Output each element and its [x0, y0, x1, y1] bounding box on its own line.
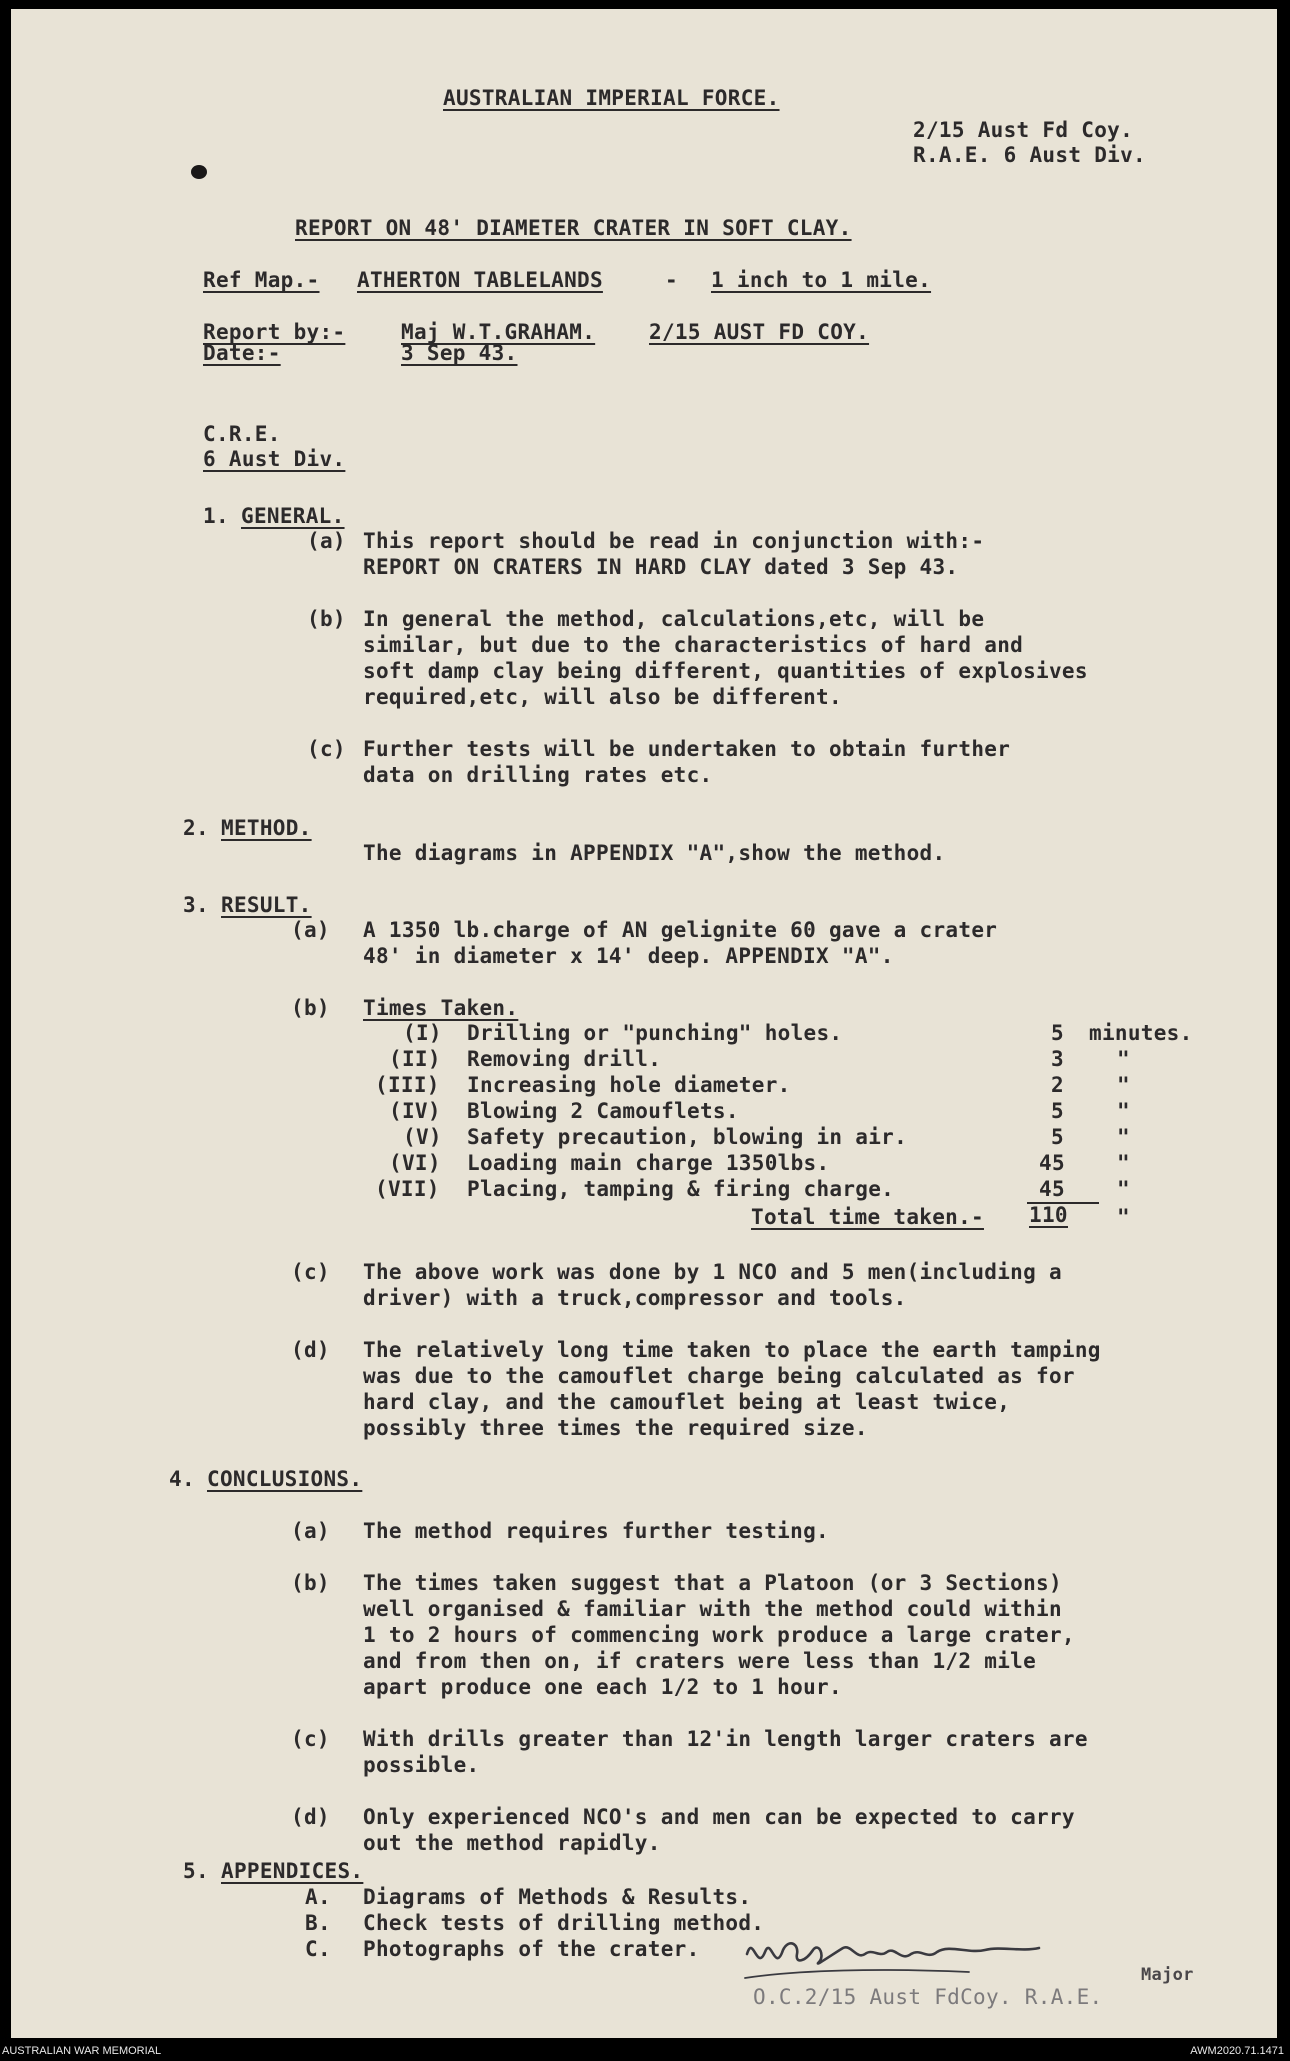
footer-accession-number: AWM2020.71.1471: [1190, 2045, 1284, 2057]
document-title: AUSTRALIAN IMPERIAL FORCE.: [443, 86, 780, 110]
signatory-rank: Major: [1141, 1965, 1194, 1985]
time-row-desc: Blowing 2 Camouflets.: [467, 1099, 739, 1123]
time-row-num: (III): [375, 1073, 440, 1097]
result-c-line-2: driver) with a truck,compressor and tools.: [363, 1286, 907, 1310]
result-a-line-1: A 1350 lb.charge of AN gelignite 60 gave a crater: [363, 918, 998, 942]
section-4-heading: CONCLUSIONS.: [207, 1467, 363, 1491]
total-value: 110: [1029, 1203, 1068, 1227]
general-b-line-4: required,etc, will also be different.: [363, 685, 842, 709]
report-by-label: Report by:-: [203, 320, 346, 344]
addressee-line-2: 6 Aust Div.: [203, 447, 346, 471]
result-c-label: (c): [291, 1260, 330, 1284]
conclusions-b-line-1: The times taken suggest that a Platoon (or 3 Sections): [363, 1571, 1062, 1595]
general-c-label: (c): [307, 737, 346, 761]
time-row-desc: Loading main charge 1350lbs.: [467, 1151, 830, 1175]
time-row-value: 2: [1051, 1073, 1064, 1097]
section-2-number: 2.: [183, 816, 209, 840]
conclusions-c-label: (c): [291, 1727, 330, 1751]
section-5-heading: APPENDICES.: [221, 1859, 364, 1883]
section-3-number: 3.: [183, 893, 209, 917]
time-row-num: (VII): [375, 1177, 440, 1201]
report-by-unit: 2/15 AUST FD COY.: [649, 320, 870, 344]
method-text: The diagrams in APPENDIX "A",show the method.: [363, 841, 946, 865]
time-row-desc: Removing drill.: [467, 1047, 662, 1071]
section-1-number: 1.: [203, 504, 229, 528]
conclusions-a-line-1: The method requires further testing.: [363, 1519, 829, 1543]
conclusions-b-line-4: and from then on, if craters were less than 1/2 mile: [363, 1649, 1037, 1673]
time-row-value: 5: [1051, 1125, 1064, 1149]
result-a-line-2: 48' in diameter x 14' deep. APPENDIX "A".: [363, 944, 894, 968]
result-d-line-4: possibly three times the required size.: [363, 1416, 868, 1440]
time-row-unit: ": [1117, 1151, 1130, 1175]
conclusions-b-line-3: 1 to 2 hours of commencing work produce a large crater,: [363, 1623, 1075, 1647]
general-b-line-1: In general the method, calculations,etc, will be: [363, 607, 985, 631]
section-5-number: 5.: [183, 1859, 209, 1883]
time-row-unit: ": [1117, 1099, 1130, 1123]
conclusions-c-line-1: With drills greater than 12'in length larger craters are: [363, 1727, 1088, 1751]
result-a-label: (a): [291, 918, 330, 942]
conclusions-b-label: (b): [291, 1571, 330, 1595]
general-a-line-2: REPORT ON CRATERS IN HARD CLAY dated 3 Sep 43.: [363, 555, 959, 579]
time-row-num: (IV): [389, 1099, 441, 1123]
time-row-unit: ": [1117, 1047, 1130, 1071]
time-row-unit: ": [1117, 1125, 1130, 1149]
appendix-text: Diagrams of Methods & Results.: [363, 1885, 752, 1909]
time-row-value: 45: [1039, 1177, 1065, 1201]
appendix-text: Photographs of the crater.: [363, 1937, 700, 1961]
general-a-line-1: This report should be read in conjunction with:-: [363, 529, 985, 553]
general-b-line-2: similar, but due to the characteristics of hard and: [363, 633, 1024, 657]
result-b-label: (b): [291, 996, 330, 1020]
time-row-value: 45: [1039, 1151, 1065, 1175]
addressee-line-1: C.R.E.: [203, 422, 281, 446]
time-row-num: (II): [389, 1047, 441, 1071]
footer-archive-name: AUSTRALIAN WAR MEMORIAL: [2, 2045, 162, 2057]
conclusions-b-line-5: apart produce one each 1/2 to 1 hour.: [363, 1675, 842, 1699]
section-3-heading: RESULT.: [221, 893, 312, 917]
section-4-number: 4.: [169, 1467, 195, 1491]
conclusions-d-line-1: Only experienced NCO's and men can be expected to carry: [363, 1805, 1075, 1829]
document-page: [11, 9, 1277, 2038]
time-row-desc: Drilling or "punching" holes.: [467, 1021, 843, 1045]
time-row-desc: Placing, tamping & firing charge.: [467, 1177, 895, 1201]
general-c-line-2: data on drilling rates etc.: [363, 763, 713, 787]
time-row-unit: minutes.: [1089, 1021, 1193, 1045]
time-row-value: 5: [1051, 1021, 1064, 1045]
handwritten-signature: [739, 1914, 1109, 1994]
unit-line-2: R.A.E. 6 Aust Div.: [913, 143, 1146, 167]
result-d-line-1: The relatively long time taken to place the earth tamping: [363, 1338, 1101, 1362]
time-row-value: 5: [1051, 1099, 1064, 1123]
total-label: Total time taken.-: [751, 1205, 984, 1229]
ref-map-scale: 1 inch to 1 mile.: [711, 268, 932, 292]
ref-map-value: ATHERTON TABLELANDS: [357, 268, 603, 292]
report-by-value: Maj W.T.GRAHAM.: [401, 320, 596, 344]
total-unit: ": [1117, 1205, 1130, 1229]
section-2-heading: METHOD.: [221, 816, 312, 840]
date-label: Date:-: [203, 341, 281, 365]
ref-map-dash: -: [665, 268, 678, 292]
general-c-line-1: Further tests will be undertaken to obtain further: [363, 737, 1011, 761]
appendix-text: Check tests of drilling method.: [363, 1911, 765, 1935]
conclusions-a-label: (a): [291, 1519, 330, 1543]
appendix-letter: B.: [305, 1911, 331, 1935]
time-row-desc: Increasing hole diameter.: [467, 1073, 791, 1097]
result-c-line-1: The above work was done by 1 NCO and 5 men(including a: [363, 1260, 1062, 1284]
signatory-stamp: O.C.2/15 Aust FdCoy. R.A.E.: [753, 1985, 1103, 2009]
section-1-heading: GENERAL.: [241, 504, 345, 528]
conclusions-d-label: (d): [291, 1805, 330, 1829]
time-row-unit: ": [1117, 1177, 1130, 1201]
time-row-num: (V): [403, 1125, 442, 1149]
conclusions-c-line-2: possible.: [363, 1753, 480, 1777]
time-row-num: (VI): [389, 1151, 441, 1175]
conclusions-d-line-2: out the method rapidly.: [363, 1831, 661, 1855]
general-a-label: (a): [307, 529, 346, 553]
times-taken-heading: Times Taken.: [363, 996, 519, 1020]
result-d-line-2: was due to the camouflet charge being calculated as for: [363, 1364, 1075, 1388]
date-value: 3 Sep 43.: [401, 341, 518, 365]
time-row-desc: Safety precaution, blowing in air.: [467, 1125, 908, 1149]
time-row-unit: ": [1117, 1073, 1130, 1097]
time-row-value: 3: [1051, 1047, 1064, 1071]
conclusions-b-line-2: well organised & familiar with the method could within: [363, 1597, 1062, 1621]
result-d-label: (d): [291, 1338, 330, 1362]
report-title: REPORT ON 48' DIAMETER CRATER IN SOFT CLAY.: [295, 216, 852, 240]
result-d-line-3: hard clay, and the camouflet being at least twice,: [363, 1390, 1011, 1414]
punch-hole: [191, 165, 207, 179]
appendix-letter: A.: [305, 1885, 331, 1909]
ref-map-label: Ref Map.-: [203, 268, 320, 292]
unit-line-1: 2/15 Aust Fd Coy.: [913, 118, 1134, 142]
appendix-letter: C.: [305, 1937, 331, 1961]
general-b-line-3: soft damp clay being different, quantities of explosives: [363, 659, 1088, 683]
time-row-num: (I): [403, 1021, 442, 1045]
general-b-label: (b): [307, 607, 346, 631]
